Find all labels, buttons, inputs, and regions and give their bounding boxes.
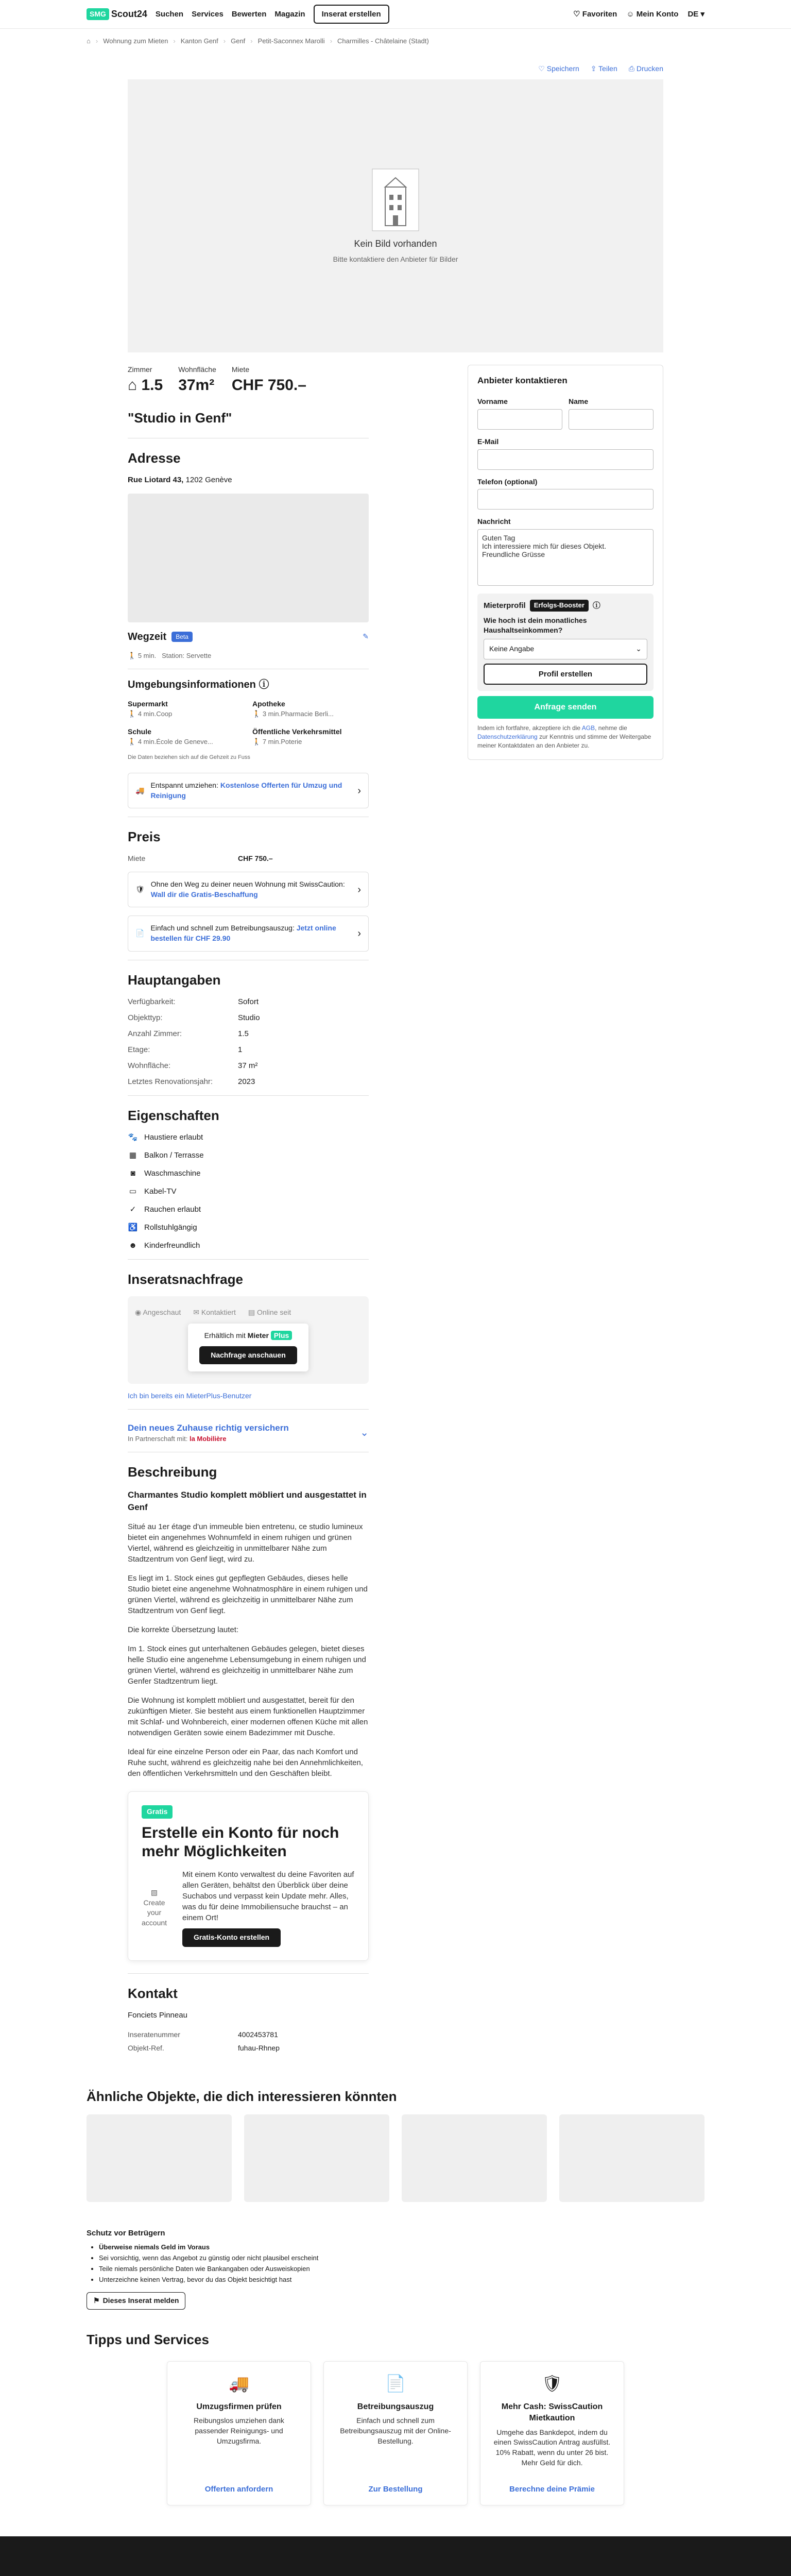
nav-services[interactable]: Services — [192, 10, 223, 19]
address-heading: Adresse — [128, 450, 181, 466]
firstname-group — [477, 394, 562, 434]
route-station: Station: Servette — [162, 651, 212, 659]
amenity-item — [252, 699, 369, 719]
print-button[interactable] — [629, 64, 663, 74]
truck-icon: 🚚 — [135, 786, 145, 794]
signup-heading: Erstelle ein Konto für noch mehr Möglichkeiten — [142, 1824, 339, 1860]
feature-label: Kabel-TV — [144, 1187, 177, 1196]
tab-contacted — [193, 1308, 236, 1318]
surroundings-heading-text: Umgebungsinformationen — [128, 679, 256, 691]
fact-row — [128, 1044, 369, 1055]
account-label: Mein Konto — [636, 10, 679, 19]
insurance-partner — [128, 1434, 289, 1444]
description-lead: Charmantes Studio komplett möbliert und ausgestattet in Genf — [128, 1489, 367, 1512]
fact-row — [128, 1076, 369, 1087]
breadcrumb-separator: › — [250, 37, 253, 45]
tab-online-since — [248, 1308, 291, 1318]
breadcrumb-separator: › — [223, 37, 226, 45]
logo-text: Scout24 — [111, 8, 147, 19]
amenity-item — [252, 727, 369, 747]
amenity-text — [128, 709, 244, 719]
amenity-value: 7 min.Poterie — [262, 737, 302, 745]
demand-tabs — [135, 1308, 291, 1318]
print-label: Drucken — [636, 64, 663, 73]
feature-item — [128, 1150, 369, 1161]
promo-text: Entspannt umziehen: — [150, 781, 218, 790]
available-text: Erhältlich mit — [204, 1331, 246, 1340]
features-heading: Eigenschaften — [128, 1108, 219, 1124]
breadcrumb-item[interactable]: Wohnung zum Mieten — [103, 37, 168, 45]
firstname-label: Vorname — [477, 397, 508, 406]
contact-key: Objekt-Ref. — [128, 2043, 164, 2052]
scam-item: • Sei vorsichtig, wenn das Angebot zu günstig oder nicht plausibel erscheint — [99, 2253, 704, 2263]
shield-icon: 🛡 — [135, 885, 145, 894]
breadcrumb-item[interactable]: Charmilles - Châtelaine (Stadt) — [337, 37, 429, 45]
demand-heading: Inseratsnachfrage — [128, 1272, 243, 1287]
description-heading: Beschreibung — [128, 1464, 217, 1480]
description-paragraph: Die korrekte Übersetzung lautet: — [128, 1625, 239, 1635]
user-nav — [573, 9, 704, 20]
tip-text: Einfach und schnell zum Betreibungsauszug mit der Online-Bestellung. — [340, 2416, 451, 2445]
feature-item — [128, 1168, 369, 1179]
contact-name: Fonciets Pinneau — [128, 2010, 187, 2020]
tab-label: Online seit — [256, 1308, 291, 1316]
feature-item — [128, 1240, 369, 1251]
income-select[interactable] — [484, 639, 647, 659]
similar-cards — [87, 2114, 704, 2202]
description-paragraph: Ideal für eine einzelne Person oder ein Paar, das nach Komfort und Ruhe sucht, während es gleichzeitig nahe bei den Annehmlichkeiten, den öffentlichen Verkehrsmitteln und den Geschäften bleibt. — [128, 1748, 363, 1778]
booster-badge: Erfolgs-Booster — [530, 600, 589, 611]
breadcrumb-separator: › — [173, 37, 176, 45]
message-label: Nachricht — [477, 517, 511, 526]
amenity-text — [252, 709, 369, 719]
image-placeholder — [128, 79, 663, 352]
feature-label: Rauchen erlaubt — [144, 1205, 201, 1214]
profile-title: Mieterprofil — [484, 601, 526, 610]
amenity-title: Schule — [128, 727, 151, 736]
phone-field[interactable] — [477, 489, 654, 510]
description-paragraph: Situé au 1er étage d'un immeuble bien entretenu, ce studio lumineux bietet ein angenehmes Wohnumfeld in einem ruhigen und grünen Viertel, während es gleichzeitig in unmittelbarer Nähe zum Stadtzentrum von Genf liegt, wird zu. — [128, 1522, 363, 1564]
lastname-group — [569, 394, 654, 434]
scam-section — [87, 2228, 704, 2310]
privacy-link[interactable]: Datenschutzerklärung — [477, 733, 538, 740]
no-image-title: Kein Bild vorhanden — [354, 239, 437, 249]
fact-key: Etage: — [128, 1045, 150, 1055]
feature-label: Haustiere erlaubt — [144, 1133, 203, 1142]
promo-text: Einfach und schnell zum Betreibungsauszug: — [150, 924, 295, 933]
map[interactable] — [128, 494, 369, 622]
nav-magazin[interactable]: Magazin — [274, 10, 305, 19]
fact-value: Studio — [238, 1013, 260, 1023]
chevron-right-icon: › — [357, 785, 361, 796]
document-icon: 📄 — [385, 2374, 406, 2393]
fact-row — [128, 1060, 369, 1071]
features-list — [128, 1132, 369, 1251]
save-label: Speichern — [546, 64, 579, 73]
breadcrumb-item[interactable]: Petit-Saconnex Marolli — [257, 37, 325, 45]
chevron-right-icon: › — [357, 928, 361, 940]
favorites-link[interactable] — [573, 9, 617, 20]
walk-icon: 🚶 — [252, 709, 263, 718]
phone-label: Telefon (optional) — [477, 477, 538, 486]
insurance-title: Dein neues Zuhause richtig versichern — [128, 1423, 289, 1433]
similar-heading: Ähnliche Objekte, die dich interessieren könnten — [87, 2089, 397, 2105]
feature-label: Kinderfreundlich — [144, 1241, 200, 1250]
fact-value: 2023 — [238, 1077, 255, 1087]
scam-list — [87, 2243, 704, 2285]
divider — [128, 1973, 369, 1974]
keyfact-label: Zimmer — [128, 365, 152, 374]
fact-value: Sofort — [238, 997, 259, 1007]
broken-image-icon: ▧ — [150, 1888, 158, 1897]
tips-grid — [87, 2361, 704, 2505]
keyfact-area — [178, 365, 216, 397]
feature-item — [128, 1186, 369, 1197]
signup-card — [128, 1791, 369, 1960]
promo-deposit-text — [151, 879, 352, 900]
view-demand-button[interactable]: Nachfrage anschauen — [199, 1346, 297, 1365]
balcony-icon: ▦ — [129, 1151, 137, 1160]
form-legal — [477, 724, 654, 750]
description-body — [128, 1489, 369, 1780]
description-paragraph: Es liegt im 1. Stock eines gut gepflegten Gebäudes, dieses helle Studio bietet eine angenehme Wohnatmosphäre in einem ruhigen und grünen Viertel, während es gleichzeitig in unmittelbarer Nähe zum Stadtzentrum von Genf liegt. — [128, 1574, 368, 1616]
chevron-down-icon: ⌄ — [360, 1427, 369, 1439]
contact-form — [468, 365, 663, 760]
keyfact-label: Wohnfläche — [178, 365, 216, 374]
promo-deposit[interactable] — [128, 872, 369, 907]
description-paragraph: Im 1. Stock eines gut unterhaltenen Gebäudes gelegen, bietet dieses helle Studio eine angenehme Lebensumgebung in einem ruhigen und grünen Viertel, während es gleichzeitig in unmittelbarer Nähe zum Genfer Stadtzentrum liegt. — [128, 1645, 366, 1686]
walk-icon: 🚶 — [128, 651, 138, 659]
share-icon: ⇪ — [590, 64, 599, 73]
income-question: Wie hoch ist dein monatliches Haushaltseinkommen? — [484, 616, 587, 635]
insurance-text — [128, 1422, 289, 1444]
feature-label: Rollstuhlgängig — [144, 1223, 197, 1232]
feature-label: Balkon / Terrasse — [144, 1151, 204, 1160]
contact-value: 4002453781 — [238, 2030, 278, 2039]
beta-badge: Beta — [171, 632, 193, 642]
similar-card[interactable] — [87, 2114, 232, 2202]
fact-value: 1.5 — [238, 1029, 249, 1039]
fact-key: Wohnfläche: — [128, 1061, 171, 1071]
legal-text: , nehme die — [595, 724, 627, 732]
promo-move-text — [150, 781, 351, 801]
price-value: CHF 750.– — [238, 854, 273, 862]
account-link[interactable] — [626, 9, 678, 20]
fact-row — [128, 1028, 369, 1039]
scam-item: • Unterzeichne keinen Vertrag, bevor du das Objekt besichtigt hast — [99, 2275, 704, 2284]
breadcrumb-item[interactable]: Kanton Genf — [180, 37, 218, 45]
shield-icon: 🛡 — [541, 2374, 563, 2393]
tip-card — [323, 2361, 468, 2505]
edit-icon[interactable]: ✎ — [363, 632, 369, 641]
key-facts — [128, 365, 369, 397]
home-icon[interactable]: ⌂ — [87, 37, 91, 45]
route-heading: Wegzeit — [128, 631, 167, 642]
listing-title: "Studio in Genf" — [128, 410, 232, 426]
address — [128, 474, 369, 485]
price-label: Miete — [128, 854, 146, 862]
chevron-right-icon: › — [357, 884, 361, 895]
tips-heading: Tipps und Services — [87, 2331, 209, 2347]
divider — [128, 1095, 369, 1096]
info-icon[interactable]: ⓘ — [259, 679, 269, 691]
chevron-down-icon: ▾ — [698, 10, 704, 19]
amenity-text — [128, 737, 244, 747]
signup-image-alt: Create your account — [142, 1898, 167, 1927]
favorites-label: Favoriten — [582, 10, 617, 19]
scam-heading: Schutz vor Betrügern — [87, 2228, 165, 2238]
form-heading: Anbieter kontaktieren — [477, 375, 568, 385]
contact-heading: Kontakt — [128, 1985, 178, 2001]
email-field[interactable] — [477, 449, 654, 470]
tab-label: Kontaktiert — [201, 1308, 236, 1316]
share-label: Teilen — [598, 64, 617, 73]
price-heading: Preis — [128, 829, 161, 845]
paw-icon: 🐾 — [128, 1133, 138, 1142]
surroundings-grid — [128, 699, 369, 747]
firstname-input[interactable] — [477, 409, 562, 430]
save-button[interactable] — [538, 64, 579, 74]
keyfact-value: CHF 750.– — [231, 377, 306, 394]
divider — [128, 1409, 369, 1410]
fact-key: Objekttyp: — [128, 1013, 163, 1023]
agb-link[interactable]: AGB — [581, 724, 595, 732]
footer — [0, 2536, 791, 2576]
chevron-down-icon: ⌄ — [635, 644, 642, 653]
signup-image — [142, 1888, 167, 1928]
print-icon: ⎙ — [628, 64, 637, 73]
logo-badge: SMG — [87, 8, 109, 21]
message-field[interactable] — [477, 529, 654, 586]
fact-key: Letztes Renovationsjahr: — [128, 1077, 213, 1087]
fact-row — [128, 1012, 369, 1023]
gratis-badge: Gratis — [142, 1805, 173, 1819]
feature-label: Waschmaschine — [144, 1169, 201, 1178]
washing-machine-icon: ◙ — [130, 1169, 135, 1178]
info-icon[interactable]: ⓘ — [592, 601, 600, 610]
language-select[interactable] — [687, 9, 704, 20]
create-profile-button[interactable]: Profil erstellen — [484, 664, 647, 685]
scam-item: • Teile niemals persönliche Daten wie Bankangaben oder Ausweiskopien — [99, 2264, 704, 2274]
create-listing-button[interactable]: Inserat erstellen — [314, 5, 389, 24]
create-account-button[interactable]: Gratis-Konto erstellen — [182, 1928, 281, 1947]
walk-icon: 🚶 — [128, 709, 138, 718]
mieter-label: Mieter — [247, 1331, 269, 1340]
route-time: 5 min. — [137, 651, 157, 659]
mobiliere-logo: la Mobilière — [189, 1435, 227, 1443]
amenity-item — [128, 699, 244, 719]
surroundings-footnote: Die Daten beziehen sich auf die Gehzeit zu Fuss — [128, 754, 250, 760]
promo-debt-text — [150, 923, 351, 943]
walk-icon: 🚶 — [252, 737, 263, 745]
route-section — [128, 630, 369, 644]
tenant-profile-box — [477, 594, 654, 690]
child-icon: ☻ — [129, 1241, 137, 1250]
contact-key: Inseratenummer — [128, 2030, 180, 2039]
similar-card[interactable] — [402, 2114, 547, 2202]
tip-title: Betreibungsauszug — [357, 2402, 434, 2412]
fact-value: 37 m² — [238, 1061, 258, 1071]
no-image-sub: Bitte kontaktiere den Anbieter für Bilder — [333, 255, 458, 264]
route-info — [128, 651, 369, 660]
plus-badge: Plus — [271, 1331, 293, 1340]
language-label: DE — [687, 10, 699, 19]
surroundings-heading — [128, 677, 369, 692]
main-nav — [156, 9, 305, 20]
promo-link: Jetzt online bestellen für CHF 29.90 — [150, 924, 336, 943]
signup-content — [182, 1869, 355, 1947]
demand-box — [128, 1296, 369, 1384]
similar-card[interactable] — [559, 2114, 704, 2202]
send-inquiry-button[interactable]: Anfrage senden — [477, 696, 654, 719]
amenity-value: 3 min.Pharmacie Berli... — [262, 709, 334, 718]
tip-link[interactable]: Offerten anfordern — [204, 2485, 273, 2494]
report-listing-button[interactable] — [87, 2292, 185, 2310]
tips-section — [87, 2330, 704, 2505]
legal-text: Indem ich fortfahre, akzeptiere ich die — [477, 724, 581, 732]
mail-icon: ✉ — [193, 1308, 201, 1316]
amenity-item — [128, 727, 244, 747]
tip-link[interactable]: Zur Bestellung — [368, 2485, 423, 2494]
available-with — [199, 1331, 297, 1341]
amenity-title: Öffentliche Verkehrsmittel — [252, 727, 342, 736]
legal-text: zur Kenntnis und stimme der Weitergabe meiner Kontaktdaten an den Anbieter zu. — [477, 733, 651, 749]
truck-icon: 🚚 — [229, 2374, 249, 2393]
promo-debt[interactable] — [128, 916, 369, 951]
nav-suchen[interactable]: Suchen — [155, 10, 184, 19]
contact-row — [128, 2030, 369, 2040]
tip-link[interactable]: Berechne deine Prämie — [509, 2485, 595, 2494]
tip-card — [480, 2361, 624, 2505]
wheelchair-icon: ♿ — [128, 1223, 138, 1232]
rooms-value: 1.5 — [141, 377, 163, 394]
promo-link: Wall dir die Gratis-Beschaffung — [150, 890, 258, 899]
check-icon: ✓ — [129, 1205, 136, 1214]
mieterplus-user-link[interactable]: Ich bin bereits ein MieterPlus-Benutzer — [128, 1391, 252, 1400]
signup-text: Mit einem Konto verwaltest du deine Favoriten auf allen Geräten, behältst den Überblick über deine Suchabos und verpasst kein Update mehr. Alles, was du für deine Immobiliensuche brauchst – an einem Ort! — [182, 1870, 354, 1922]
calendar-icon: ▤ — [248, 1308, 257, 1316]
listing-actions — [128, 54, 663, 79]
logo[interactable] — [87, 8, 147, 21]
scam-item: • Überweise niemals Geld im Voraus — [99, 2243, 704, 2252]
amenity-value: 4 min.Coop — [137, 709, 173, 718]
promo-text: Ohne den Weg zu deiner neuen Wohnung mit SwissCaution: — [150, 880, 345, 889]
document-icon: 📄 — [135, 929, 145, 938]
tip-title: Mehr Cash: SwissCaution Mietkaution — [501, 2402, 603, 2423]
fact-key: Anzahl Zimmer: — [128, 1029, 182, 1039]
content-area — [128, 365, 663, 2057]
tip-text: Umgehe das Bankdepot, indem du einen SwissCaution Antrag ausfüllst. 10% Rabatt, wenn du unter 26 bist. Mehr Geld für dich. — [493, 2428, 611, 2467]
tip-text: Reibungslos umziehen dank passender Reinigungs- und Umzugsfirma. — [194, 2416, 284, 2445]
tip-card — [167, 2361, 311, 2505]
user-icon: ☺ — [626, 10, 637, 19]
contact-row — [128, 2043, 369, 2054]
amenity-text — [252, 737, 369, 747]
similar-section — [87, 2087, 704, 2201]
breadcrumb — [87, 29, 704, 54]
fact-row — [128, 996, 369, 1007]
name-row — [477, 394, 654, 434]
address-city: 1202 Genève — [185, 475, 232, 484]
amenity-value: 4 min.École de Geneve... — [137, 737, 213, 745]
divider — [128, 1259, 369, 1260]
keyfact-rooms — [128, 365, 163, 397]
fact-value: 1 — [238, 1045, 243, 1055]
description-paragraph: Die Wohnung ist komplett möbliert und ausgestattet, bereit für den zukünftigen Mieter. Sie besteht aus einem funktionellen Hauptzimmer mit Schlaf- und Wohnbereich, einer modernen offenen Küche mit allen notwendigen Geräten sowie einem Badezimmer mit Dusche. — [128, 1696, 368, 1738]
feature-item — [128, 1222, 369, 1233]
tab-viewed — [135, 1308, 181, 1318]
share-button[interactable] — [591, 64, 617, 74]
insurance-accordion[interactable] — [128, 1422, 369, 1444]
report-label: Dieses Inserat melden — [102, 2296, 179, 2305]
heart-icon: ♡ — [573, 10, 582, 19]
address-street: Rue Liotard 43, — [128, 475, 184, 484]
top-bar — [0, 0, 791, 29]
lastname-label: Name — [569, 397, 589, 406]
feature-item — [128, 1204, 369, 1215]
promo-move[interactable] — [128, 773, 369, 808]
tv-icon: ▭ — [129, 1187, 137, 1196]
feature-item — [128, 1132, 369, 1143]
signup-body — [142, 1869, 355, 1947]
keyfact-value — [128, 375, 163, 396]
main-facts-table — [128, 996, 369, 1087]
nav-bewerten[interactable]: Bewerten — [231, 10, 267, 19]
price-row — [128, 854, 369, 864]
main-column — [128, 365, 369, 2057]
tab-label: Angeschaut — [143, 1308, 181, 1316]
insurance-sub: In Partnerschaft mit: — [128, 1435, 188, 1443]
profile-header — [484, 600, 647, 611]
promo-link: Kostenlose Offerten für Umzug und Reinigung — [150, 781, 342, 800]
breadcrumb-separator: › — [330, 37, 333, 45]
keyfact-rent — [232, 365, 306, 397]
breadcrumb-item[interactable]: Genf — [231, 37, 246, 45]
fact-key: Verfügbarkeit: — [128, 997, 176, 1007]
main-facts-heading: Hauptangaben — [128, 972, 221, 988]
amenity-title: Supermarkt — [128, 700, 168, 708]
walk-icon: 🚶 — [128, 737, 138, 745]
breadcrumb-separator: › — [95, 37, 98, 45]
eye-icon: ◉ — [135, 1308, 143, 1316]
sidebar — [468, 365, 663, 2057]
tip-title: Umzugsfirmen prüfen — [196, 2402, 282, 2412]
keyfact-label: Miete — [231, 365, 250, 374]
amenity-title: Apotheke — [252, 700, 285, 708]
income-value: Keine Angabe — [489, 644, 535, 653]
email-label: E-Mail — [477, 437, 499, 446]
contact-value: fuhau-Rhnep — [238, 2043, 280, 2052]
rooms-icon: ⌂ — [128, 377, 142, 394]
heart-icon: ♡ — [538, 64, 547, 73]
mieterplus-card — [188, 1324, 308, 1371]
lastname-input[interactable] — [569, 409, 654, 430]
similar-card[interactable] — [244, 2114, 389, 2202]
keyfact-value: 37m² — [178, 377, 215, 394]
flag-icon: ⚑ — [93, 2296, 100, 2305]
building-icon — [370, 166, 421, 233]
